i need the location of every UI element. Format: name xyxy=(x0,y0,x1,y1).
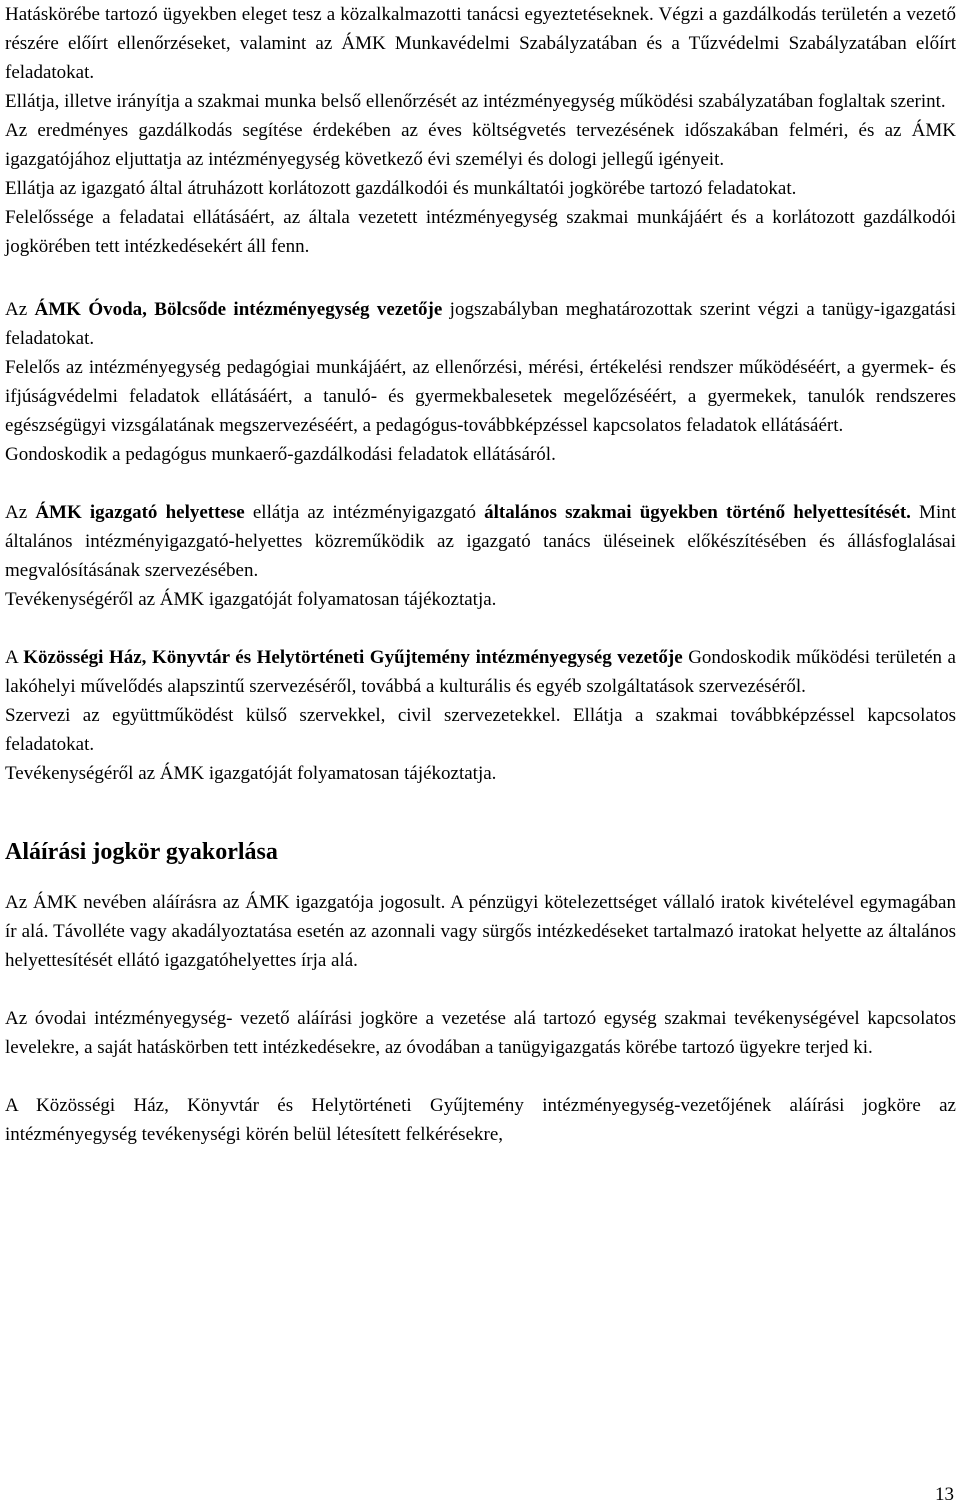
bold-helyettesites: általános szakmai ügyekben történő helyettesítését. xyxy=(484,502,911,523)
paragraph-alairas-ovodai: Az óvodai intézményegység- vezető aláírási jogköre a vezetése alá tartozó egység szakmai tevékenységével kapcsolatos levelekre, a saját hatáskörben tett intézkedésekre, az óvodában a tanügyigazgatás körébe tartozó ügyekre terjed ki. xyxy=(5,1008,956,1058)
paragraph-kozossegi-egyuttmukodes: Szervezi az együttműködést külső szervekkel, civil szervezetekkel. Ellátja a szakmai továbbképzéssel kapcsolatos feladatokat. xyxy=(5,705,956,755)
paragraph-alairas-kozossegi: A Közösségi Ház, Könyvtár és Helytörténeti Gyűjtemény intézményegység-vezetőjének aláírási jogköre az intézményegység tevékenységi körén belül létesített felkérésekre, xyxy=(5,1095,956,1145)
paragraph-felelosseg: Felelőssége a feladatai ellátásáért, az általa vezetett intézményegység szakmai munkájáért és a korlátozott gazdálkodói jogkörében tett intézkedésekért áll fenn. xyxy=(5,207,956,257)
text-span: A xyxy=(5,647,24,668)
document-page xyxy=(5,0,956,1149)
paragraph-kozalkalmazotti: Hatáskörébe tartozó ügyekben eleget tesz a közalkalmazotti tanácsi egyeztetéseknek. Végzi a gazdálkodás területén a vezető részére előírt ellenőrzéseket, valamint az ÁMK Munkavédelmi Szabályzatában és a Tűzvédelmi Szabályzatában előírt feladatokat. xyxy=(5,4,956,83)
paragraph-alairas-igazgato: Az ÁMK nevében aláírásra az ÁMK igazgatója jogosult. A pénzügyi kötelezettséget vállaló iratok kivételével egymagában ír alá. Távolléte vagy akadályoztatása esetén az azonnali vagy sürgős intézkedéseket tartalmazó iratokat helyette az általános helyettesítését ellátó igazgatóhelyettes írja alá. xyxy=(5,892,956,971)
section-heading-alairasi: Aláírási jogkör gyakorlása xyxy=(5,839,278,865)
paragraph-ovoda-felelos: Felelős az intézményegység pedagógiai munkájáért, az ellenőrzési, mérési, értékelési rendszer működéséért, a gyermek- és ifjúságvédelmi feladatok ellátásáért, a tanuló- és gyermekbalesetek megelőzéséért, a gyermekek, tanulók rendszeres egészségügyi vizsgálatának megszervezéséért, a pedagógus-továbbképzéssel kapcsolatos feladatok ellátásáért. xyxy=(5,357,956,436)
paragraph-kozossegi-tajekoztat: Tevékenységéről az ÁMK igazgatóját folyamatosan tájékoztatja. xyxy=(5,763,497,784)
paragraph-ovoda-vezeto xyxy=(5,295,956,353)
paragraph-koltsegvetes: Az eredményes gazdálkodás segítése érdekében az éves költségvetés tervezésének időszakában felméri, és az ÁMK igazgatójához eljuttatja az intézményegység következő évi személyi és dologi jellegű igényeit. xyxy=(5,120,956,170)
text-span: Mint általános intézményigazgató-helyettes közreműködik az igazgató tanács üléseinek előkészítésében és állásfoglalásai megvalósításának szervezésében. xyxy=(5,502,957,581)
bold-title-helyettes: ÁMK igazgató helyettese xyxy=(35,502,245,523)
paragraph-kozossegi-haz xyxy=(5,643,956,701)
text-span: Az xyxy=(5,299,35,320)
bold-title-ovoda: ÁMK Óvoda, Bölcsőde intézményegység vezetője xyxy=(34,299,443,320)
paragraph-igazgato-helyettes xyxy=(5,498,956,585)
text-span: Gondoskodik működési területén a lakóhelyi művelődés alapszintű szervezéséről, továbbá a kulturális és egyéb szolgáltatások szervezéséről. xyxy=(5,647,956,697)
page-number: 13 xyxy=(935,1484,954,1505)
text-span: jogszabályban meghatározottak szerint végzi a tanügy-igazgatási feladatokat. xyxy=(5,299,957,349)
paragraph-helyettes-tajekoztat: Tevékenységéről az ÁMK igazgatóját folyamatosan tájékoztatja. xyxy=(5,589,497,610)
paragraph-jogkor: Ellátja az igazgató által átruházott korlátozott gazdálkodói és munkáltatói jogkörébe tartozó feladatokat. xyxy=(5,178,797,199)
paragraph-belso-ellenorzes: Ellátja, illetve irányítja a szakmai munka belső ellenőrzését az intézményegység működési szabályzatában foglaltak szerint. xyxy=(5,91,946,112)
bold-title-kozossegi: Közösségi Ház, Könyvtár és Helytörténeti Gyűjtemény intézményegység vezetője xyxy=(23,647,683,668)
text-span: ellátja az intézményigazgató xyxy=(244,502,485,523)
paragraph-ovoda-munkaero: Gondoskodik a pedagógus munkaerő-gazdálkodási feladatok ellátásáról. xyxy=(5,444,556,465)
text-span: Az xyxy=(5,502,36,523)
